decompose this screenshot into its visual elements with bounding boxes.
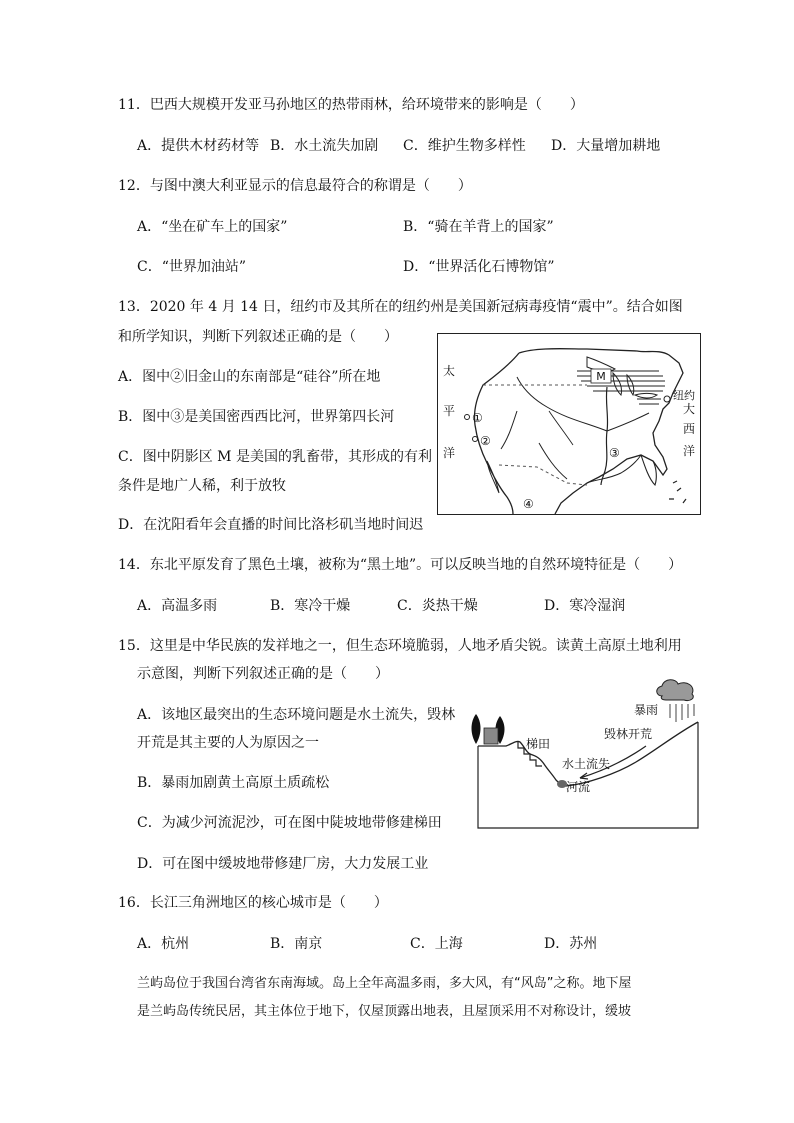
- q14-option-a: A．高温多雨: [137, 598, 218, 614]
- q16-option-c: C．上海: [410, 936, 463, 952]
- q11-stem: 11．巴西大规模开发亚马孙地区的热带雨林，给环境带来的影响是（ ）: [118, 97, 584, 113]
- q15-stem-line1: 15．这里是中华民族的发祥地之一，但生态环境脆弱，人地矛盾尖锐。读黄土高原土地利用: [118, 638, 682, 654]
- region-m-label: M: [596, 370, 606, 383]
- q16-stem: 16．长江三角洲地区的核心城市是（ ）: [118, 895, 388, 911]
- q16-option-d: D．苏州: [544, 936, 598, 952]
- q12-stem: 12．与图中澳大利亚显示的信息最符合的称谓是（ ）: [118, 178, 472, 194]
- north-america-map: [437, 333, 701, 515]
- marker-2: ②: [480, 434, 491, 448]
- q13-option-c-line1: C．图中阴影区 M 是美国的乳畜带，其形成的有利: [118, 449, 432, 465]
- terrace-label: 梯田: [526, 737, 551, 751]
- atlantic-char-1: 大: [683, 402, 696, 416]
- q13-option-c-line2: 条件是地广人稀，利于放牧: [118, 478, 286, 494]
- marker-1: ①: [472, 411, 483, 425]
- q12-option-c: C．“世界加油站”: [137, 259, 247, 275]
- pacific-char-3: 洋: [443, 446, 456, 460]
- q12-option-b: B．“骑在羊背上的国家”: [403, 219, 554, 235]
- q16-option-b: B．南京: [270, 936, 323, 952]
- q15-stem-line2: 示意图，判断下列叙述正确的是（ ）: [137, 666, 389, 682]
- passage-line1: 兰屿岛位于我国台湾省东南海域。岛上全年高温多雨，多大风，有“风岛”之称。地下屋: [137, 976, 632, 991]
- q15-option-d: D．可在图中缓坡地带修建厂房，大力发展工业: [137, 856, 429, 872]
- q15-option-a-line2: 开荒是其主要的人为原因之一: [137, 735, 319, 751]
- q11-option-d: D．大量增加耕地: [551, 138, 661, 154]
- marker-4: ④: [523, 497, 534, 511]
- q13-option-b: B．图中③是美国密西西比河，世界第四长河: [118, 409, 395, 425]
- atlantic-char-2: 西: [683, 422, 696, 436]
- q15-option-c: C．为减少河流泥沙，可在图中陡坡地带修建梯田: [137, 815, 442, 831]
- pacific-char-1: 太: [443, 364, 456, 378]
- q11-option-b: B．水土流失加剧: [270, 138, 379, 154]
- passage-line2: 是兰屿岛传统民居，其主体位于地下，仅屋顶露出地表，且屋顶采用不对称设计，缓坡: [137, 1004, 632, 1019]
- q12-option-a: A．“坐在矿车上的国家”: [137, 219, 288, 235]
- newyork-label: 纽约: [673, 389, 695, 402]
- q13-option-d: D．在沈阳看年会直播的时间比洛杉矶当地时间迟: [118, 517, 424, 533]
- q15-option-a-line1: A．该地区最突出的生态环境问题是水土流失，毁林: [137, 707, 456, 723]
- q13-stem-line2: 和所学知识，判断下列叙述正确的是（ ）: [118, 329, 398, 345]
- pacific-char-2: 平: [443, 404, 456, 418]
- q13-stem-line1: 13．2020 年 4 月 14 日，纽约市及其所在的纽约州是美国新冠病毒疫情“震中”。结合如图: [118, 299, 683, 315]
- q14-stem: 14．东北平原发育了黑色土壤，被称为“黑土地”。可以反映当地的自然环境特征是（ ）: [118, 557, 683, 573]
- q14-option-c: C．炎热干燥: [397, 598, 478, 614]
- loess-plateau-figure: [466, 674, 704, 830]
- q16-option-a: A．杭州: [137, 936, 190, 952]
- q14-option-d: D．寒冷湿润: [544, 598, 626, 614]
- atlantic-char-3: 洋: [683, 444, 696, 458]
- q11-option-c: C．维护生物多样性: [403, 138, 526, 154]
- erosion-label: 水土流失: [562, 757, 611, 771]
- q12-option-d: D．“世界活化石博物馆”: [403, 259, 555, 275]
- river-label: 河流: [566, 780, 591, 794]
- q15-option-b: B．暴雨加剧黄土高原土质疏松: [137, 775, 330, 791]
- q11-option-a: A．提供木材药材等: [137, 138, 260, 154]
- q13-option-a: A．图中②旧金山的东南部是“硅谷”所在地: [118, 369, 381, 385]
- q14-option-b: B．寒冷干燥: [270, 598, 351, 614]
- rain-label: 暴雨: [634, 703, 659, 717]
- deforest-label: 毁林开荒: [604, 727, 653, 741]
- marker-3: ③: [609, 446, 620, 460]
